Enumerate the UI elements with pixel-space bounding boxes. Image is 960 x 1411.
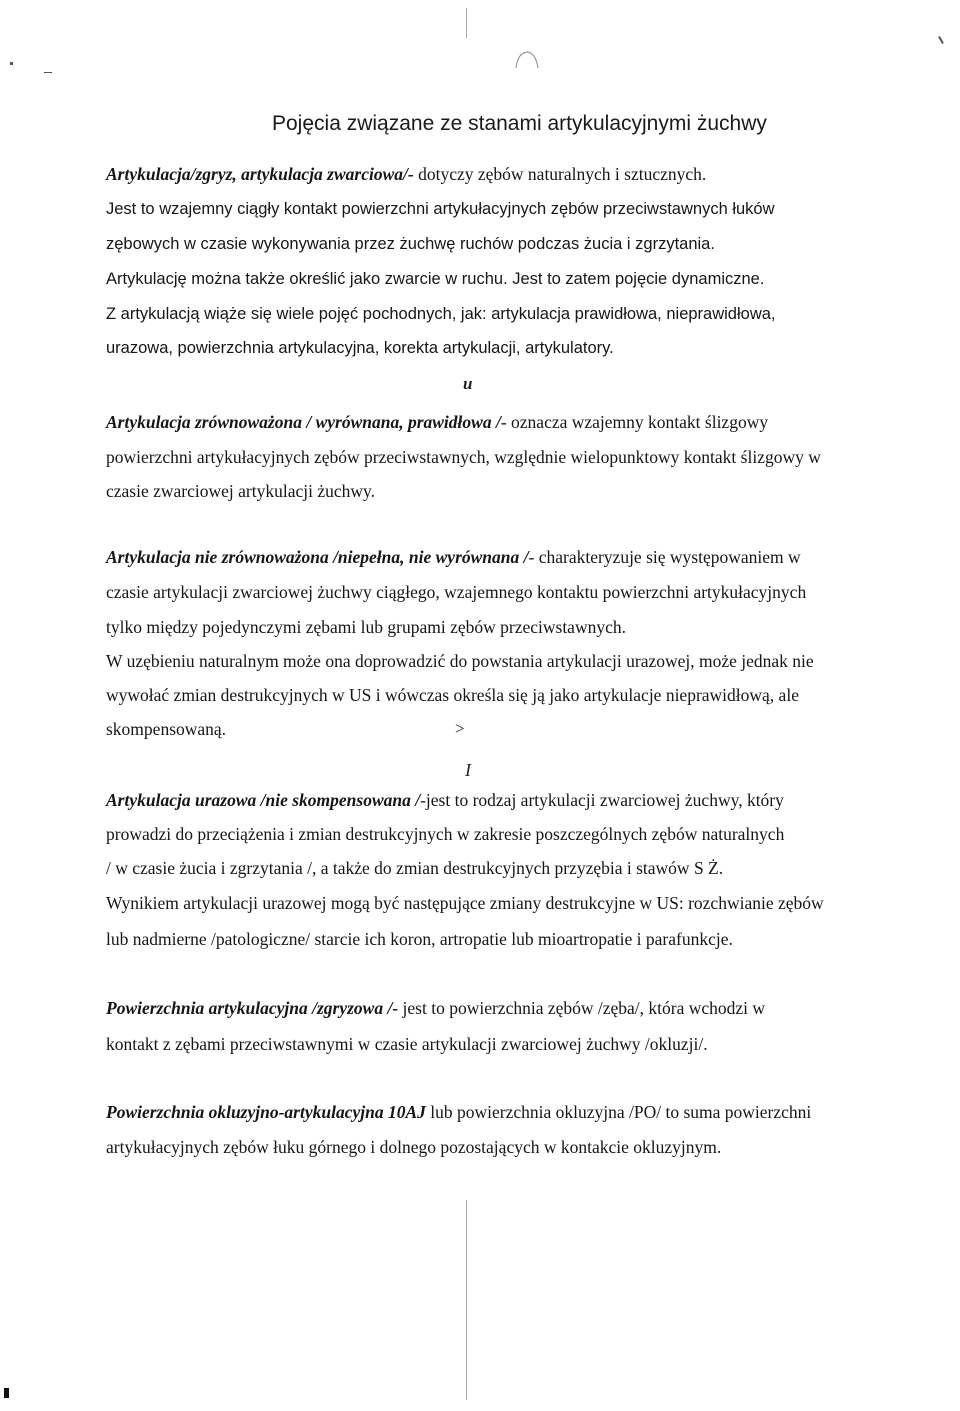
- scan-speck: [466, 1200, 467, 1400]
- scan-speck: [4, 1388, 9, 1398]
- p5-line-2: kontakt z zębami przeciwstawnymi w czasie artykulacji zwarciowej żuchwy /okluzji/.: [106, 1034, 708, 1054]
- p2-line-2: powierzchni artykułacyjnych zębów przeciwstawnych, względnie wielopunktowy kontakt ślizgowy w: [106, 447, 821, 467]
- p4-line-3: / w czasie żucia i zgrzytania /, a także do zmian destrukcyjnych przyzębia i stawów S Ż.: [106, 858, 724, 878]
- p4-line-1: Artykulacja urazowa /nie skompensowana /-jest to rodzaj artykulacji zwarciowej żuchwy, który: [106, 790, 784, 810]
- p3-line-6: skompensowaną.: [106, 719, 227, 739]
- p4-line-4: Wynikiem artykulacji urazowej mogą być następujące zmiany destrukcyjne w US: rozchwianie zębów: [106, 893, 824, 913]
- p3-line-1: Artykulacja nie zrównoważona /niepełna, nie wyrównana /- charakteryzuje się występowaniem w: [106, 547, 801, 567]
- scan-speck: [512, 48, 540, 74]
- p1-line-4: Artykulację można także określić jako zwarcie w ruchu. Jest to zatem pojęcie dynamiczne.: [106, 270, 765, 288]
- p6-term: Powierzchnia okluzyjno-artykulacyjna 10AJ: [106, 1102, 426, 1122]
- p4-line-2: prowadzi do przeciążenia i zmian destrukcyjnych w zakresie poszczególnych zębów naturalnych: [106, 824, 785, 844]
- p5-line-1: Powierzchnia artykulacyjna /zgryzowa /- jest to powierzchnia zębów /zęba/, która wchodzi w: [106, 998, 766, 1018]
- p3-line-2: czasie artykulacji zwarciowej żuchwy ciągłego, wzajemnego kontaktu powierzchni artykułacyjnych: [106, 582, 807, 602]
- stray-mark-i: I: [465, 760, 471, 780]
- p6-line-2: artykułacyjnych zębów łuku górnego i dolnego pozostających w kontakcie okluzyjnym.: [106, 1137, 722, 1157]
- p6-line-1: Powierzchnia okluzyjno-artykulacyjna 10AJ lub powierzchnia okluzyjna /PO/ to suma powierzchni: [106, 1102, 812, 1122]
- p1-line-2: Jest to wzajemny ciągły kontakt powierzchni artykułacyjnych zębów przeciwstawnych łuków: [106, 200, 775, 218]
- p4-line-5: lub nadmierne /patologiczne/ starcie ich koron, artropatie lub mioartropatie i parafunkcje.: [106, 929, 733, 949]
- p1-line-1: Artykulacja/zgryz, artykulacja zwarciowa/- dotyczy zębów naturalnych i sztucznych.: [106, 164, 707, 184]
- p3-term: Artykulacja nie zrównoważona /niepełna, nie wyrównana /: [106, 547, 529, 567]
- p2-line-3: czasie zwarciowej artykulacji żuchwy.: [106, 481, 376, 501]
- p1-line-6: urazowa, powierzchnia artykulacyjna, korekta artykulacji, artykulatory.: [106, 339, 614, 357]
- p4-term: Artykulacja urazowa /nie skompensowana /: [106, 790, 421, 810]
- p1-term: Artykulacja/zgryz, artykulacja zwarciowa/-: [106, 164, 414, 184]
- p2-line-1: Artykulacja zrównoważona / wyrównana, prawidłowa /- oznacza wzajemny kontakt ślizgowy: [106, 412, 769, 432]
- p5-term: Powierzchnia artykulacyjna /zgryzowa /-: [106, 998, 399, 1018]
- scan-speck: [44, 72, 52, 73]
- scan-speck: [938, 36, 944, 44]
- page-title: Pojęcia związane ze stanami artykulacyjnymi żuchwy: [272, 112, 767, 135]
- stray-mark-u: u: [463, 374, 473, 393]
- p3-line-4: W uzębieniu naturalnym może ona doprowadzić do powstania artykulacji urazowej, może jednak nie: [106, 651, 814, 671]
- stray-mark-gt: >: [455, 719, 465, 738]
- p3-line-3: tylko między pojedynczymi zębami lub grupami zębów przeciwstawnych.: [106, 617, 626, 637]
- p1-line-3: zębowych w czasie wykonywania przez żuchwę ruchów podczas żucia i zgrzytania.: [106, 235, 715, 253]
- p3-line-5: wywołać zmian destrukcyjnych w US i wówczas określa się ją jako artykulacje nieprawidłową, ale: [106, 685, 799, 705]
- p1-line-5: Z artykulacją wiąże się wiele pojęć pochodnych, jak: artykulacja prawidłowa, nieprawidłowa,: [106, 305, 776, 323]
- p2-term: Artykulacja zrównoważona / wyrównana, prawidłowa /: [106, 412, 501, 432]
- scan-speck: [466, 8, 467, 38]
- scan-speck: [10, 62, 13, 65]
